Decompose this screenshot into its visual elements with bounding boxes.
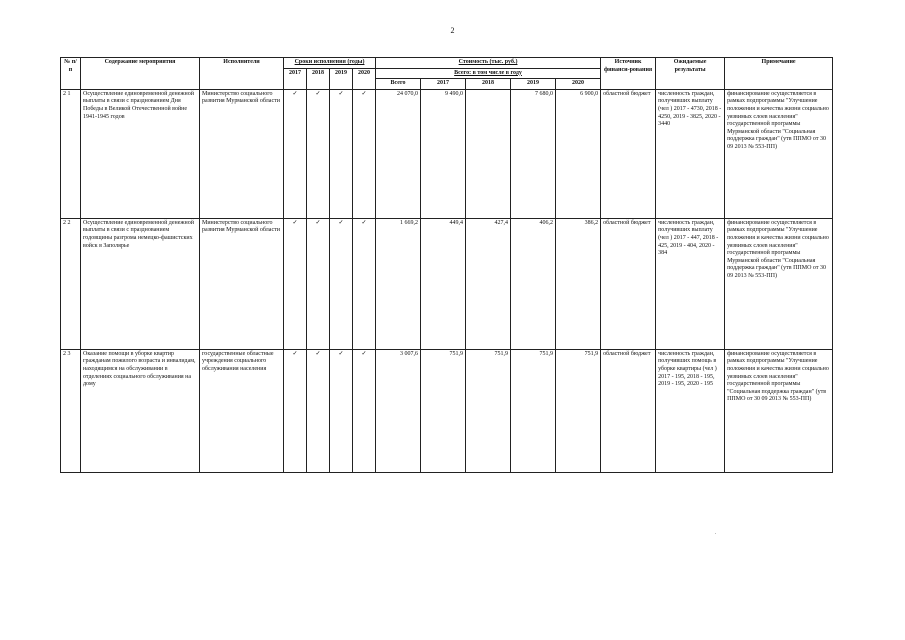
check-mark: ✓ xyxy=(353,349,376,472)
row-content: Осуществление единовременной денежной выплаты в связи с празднованием Дня Победы в Великой Отечественной войне 1941-1945 годов xyxy=(81,89,200,218)
cost-total: 1 669,2 xyxy=(376,218,421,349)
header-cost: Стоимость (тыс. руб.) xyxy=(376,58,601,69)
program-table xyxy=(60,57,833,473)
table-row xyxy=(61,349,833,472)
header-cost-col: Всего xyxy=(376,79,421,90)
cost-2017: 751,9 xyxy=(421,349,466,472)
cost-total: 24 070,0 xyxy=(376,89,421,218)
row-note: финансирование осуществляется в рамках подпрограммы "Улучшение положения и качества жизни социально уязвимых слоев населения" государственной программы "Социальная поддержка граждан" (утв ППМО от 30 09 2013 № 553-ПП) xyxy=(725,349,833,472)
check-mark: ✓ xyxy=(307,349,330,472)
header-results: Ожидаемые результаты xyxy=(656,58,725,90)
cost-2018: 427,4 xyxy=(466,218,511,349)
check-mark: ✓ xyxy=(353,89,376,218)
check-mark: ✓ xyxy=(330,218,353,349)
check-mark: ✓ xyxy=(330,349,353,472)
check-mark: ✓ xyxy=(284,349,307,472)
row-executor: государственные областные учреждения социального обслуживания населения xyxy=(200,349,284,472)
row-content: Осуществление единовременной денежной выплаты в связи с празднованием годовщины разгрома немецко-фашистских войск в Заполярье xyxy=(81,218,200,349)
check-mark: ✓ xyxy=(330,89,353,218)
row-executor: Министерство социального развития Мурманской области xyxy=(200,89,284,218)
cost-2020: 6 900,0 xyxy=(556,89,601,218)
row-result: численность граждан, получивших выплату (чел ) 2017 - 4730, 2018 - 4250, 2019 - 3825, 2020 - 3440 xyxy=(656,89,725,218)
header-cost-col: 2018 xyxy=(466,79,511,90)
table-row xyxy=(61,218,833,349)
stray-mark: . xyxy=(715,531,717,536)
row-result: численность граждан, получивших выплату (чел ) 2017 - 447, 2018 - 425, 2019 - 404, 2020 - 384 xyxy=(656,218,725,349)
header-content: Содержание мероприятия xyxy=(81,58,200,90)
header-year: 2017 xyxy=(284,68,307,89)
cost-2020: 751,9 xyxy=(556,349,601,472)
header-cost-col: 2020 xyxy=(556,79,601,90)
cost-total: 3 007,6 xyxy=(376,349,421,472)
header-num: № п/п xyxy=(61,58,81,90)
cost-2019: 751,9 xyxy=(511,349,556,472)
cost-2017: 9 490,0 xyxy=(421,89,466,218)
header-year: 2020 xyxy=(353,68,376,89)
cost-2018: 751,9 xyxy=(466,349,511,472)
header-source: Источник финанси-рования xyxy=(601,58,656,90)
row-note: финансирование осуществляется в рамках подпрограммы "Улучшение положения и качества жизни социально уязвимых слоев населения" государственной программы Мурманской области "Социальная поддержка граждан" (утв ППМО от 30 09 2013 № 553-ПП) xyxy=(725,218,833,349)
check-mark: ✓ xyxy=(307,218,330,349)
check-mark: ✓ xyxy=(284,218,307,349)
row-num: 2 1 xyxy=(61,89,81,218)
header-cost-col: 2017 xyxy=(421,79,466,90)
check-mark: ✓ xyxy=(284,89,307,218)
header-executors: Исполнители xyxy=(200,58,284,90)
table-row xyxy=(61,89,833,218)
header-year: 2018 xyxy=(307,68,330,89)
row-note: финансирование осуществляется в рамках подпрограммы "Улучшение положения и качества жизни социально уязвимых слоев населения" государственной программы Мурманской области "Социальная поддержка граждан" (утв ППМО от 30 09 2013 № 553-ПП) xyxy=(725,89,833,218)
cost-2020: 386,2 xyxy=(556,218,601,349)
check-mark: ✓ xyxy=(307,89,330,218)
header-terms: Сроки исполнения (годы) xyxy=(284,58,376,69)
row-source: областной бюджет xyxy=(601,89,656,218)
cost-2018 xyxy=(466,89,511,218)
cost-2019: 7 680,0 xyxy=(511,89,556,218)
header-year: 2019 xyxy=(330,68,353,89)
header-cost-sub: Всего: в том числе в году xyxy=(376,68,601,79)
row-result: численность граждан, получивших помощь в уборке квартиры (чел ) 2017 - 195, 2018 - 195, 2019 - 195, 2020 - 195 xyxy=(656,349,725,472)
row-num: 2 3 xyxy=(61,349,81,472)
row-source: областной бюджет xyxy=(601,349,656,472)
row-executor: Министерство социального развития Мурманской области xyxy=(200,218,284,349)
cost-2019: 406,2 xyxy=(511,218,556,349)
header-note: Примечание xyxy=(725,58,833,90)
row-source: областной бюджет xyxy=(601,218,656,349)
row-num: 2 2 xyxy=(61,218,81,349)
page-number: 2 xyxy=(450,26,455,35)
row-content: Оказание помощи в уборке квартир гражданам пожилого возраста и инвалидам, находящимся на обслуживании в отделениях социального обслуживания на дому xyxy=(81,349,200,472)
check-mark: ✓ xyxy=(353,218,376,349)
cost-2017: 449,4 xyxy=(421,218,466,349)
header-cost-col: 2019 xyxy=(511,79,556,90)
